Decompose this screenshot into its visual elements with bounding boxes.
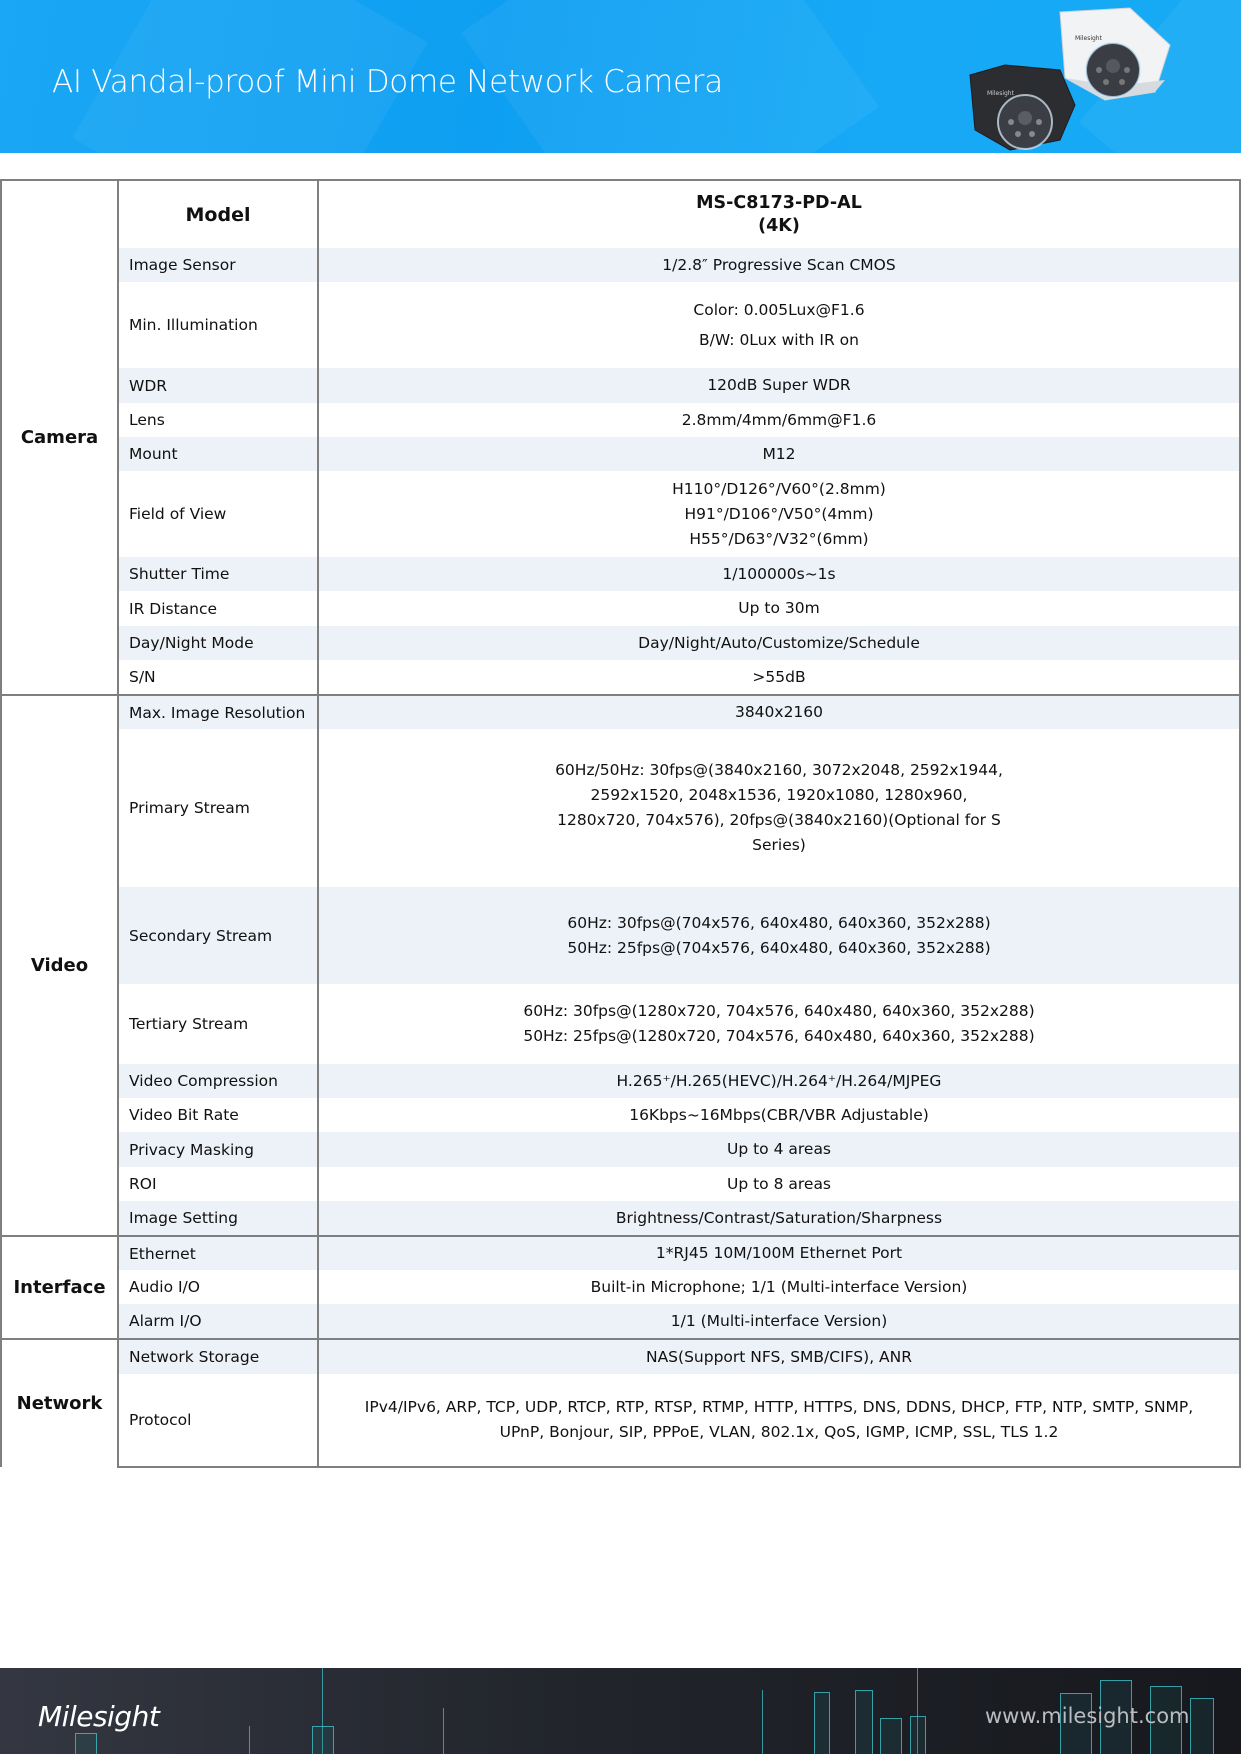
spec-row — [1, 1167, 1240, 1201]
spec-label: Image Sensor — [118, 248, 318, 282]
spec-row — [1, 626, 1240, 660]
spec-value-line: 1280x720, 704x576), 20fps@(3840x2160)(Optional for S — [557, 811, 1001, 829]
spec-label: S/N — [118, 660, 318, 695]
skyline-building — [880, 1718, 902, 1754]
spec-value-line: Built-in Microphone; 1/1 (Multi-interface Version) — [590, 1277, 968, 1296]
category-cell — [1, 1339, 118, 1467]
spec-label: Audio I/O — [118, 1270, 318, 1304]
spec-label: IR Distance — [118, 591, 318, 626]
spec-value-line: 16Kbps~16Mbps(CBR/VBR Adjustable) — [629, 1105, 929, 1124]
page-title: AI Vandal-proof Mini Dome Network Camera — [52, 64, 723, 100]
spec-value — [318, 729, 1240, 887]
skyline-line — [762, 1690, 763, 1754]
spec-value-line: 1/100000s~1s — [722, 564, 836, 583]
spec-value — [318, 626, 1240, 660]
model-label: Model — [118, 180, 318, 248]
spec-table-body — [1, 180, 1240, 1467]
camera-product-image — [965, 0, 1180, 153]
spec-label: Network Storage — [118, 1339, 318, 1374]
header-banner — [0, 0, 1241, 153]
spec-value — [318, 368, 1240, 403]
spec-row — [1, 437, 1240, 471]
spec-value-line: >55dB — [752, 667, 806, 686]
svg-text:Milesight: Milesight — [987, 90, 1014, 97]
spec-value-line: UPnP, Bonjour, SIP, PPPoE, VLAN, 802.1x, QoS, IGMP, ICMP, SSL, TLS 1.2 — [499, 1423, 1059, 1441]
spec-label: Ethernet — [118, 1236, 318, 1270]
spec-value-line: H55°/D63°/V32°(6mm) — [689, 529, 869, 548]
category-cell — [1, 695, 118, 1236]
spec-label: Lens — [118, 403, 318, 437]
spec-value-line: 3840x2160 — [734, 703, 824, 721]
spec-value-line: Brightness/Contrast/Saturation/Sharpness — [615, 1208, 943, 1227]
spec-label: Mount — [118, 437, 318, 471]
spec-value-line: Day/Night/Auto/Customize/Schedule — [638, 633, 920, 652]
spec-value — [318, 437, 1240, 471]
category-label: Interface — [13, 1277, 106, 1298]
spec-value — [318, 557, 1240, 591]
svg-text:Milesight: Milesight — [1075, 35, 1102, 42]
spec-row — [1, 557, 1240, 591]
spec-value-line: 1/1 (Multi-interface Version) — [670, 1311, 888, 1330]
spec-value-line: 120dB Super WDR — [707, 376, 851, 394]
spec-label: Image Setting — [118, 1201, 318, 1236]
spec-value-line: 1*RJ45 10M/100M Ethernet Port — [655, 1244, 903, 1262]
spec-label: Day/Night Mode — [118, 626, 318, 660]
spec-row — [1, 887, 1240, 984]
spec-value — [318, 1236, 1240, 1270]
spec-row — [1, 591, 1240, 626]
spec-label: Secondary Stream — [118, 887, 318, 984]
spec-label: WDR — [118, 368, 318, 403]
spec-value-line: H91°/D106°/V50°(4mm) — [684, 504, 874, 523]
spec-row — [1, 660, 1240, 695]
spec-row — [1, 1201, 1240, 1236]
spec-label: Shutter Time — [118, 557, 318, 591]
category-cell — [1, 180, 118, 695]
spec-value-line: B/W: 0Lux with IR on — [699, 331, 859, 349]
skyline-building — [1190, 1698, 1214, 1754]
spec-row — [1, 1374, 1240, 1467]
skyline-line — [443, 1708, 444, 1754]
spec-value-line: Series) — [752, 836, 806, 854]
footer-banner — [0, 1668, 1241, 1754]
spec-value — [318, 1270, 1240, 1304]
spec-label: Min. Illumination — [118, 282, 318, 368]
spec-value-line: Up to 4 areas — [726, 1140, 832, 1158]
spec-value-line: Up to 8 areas — [726, 1174, 832, 1193]
spec-label: Protocol — [118, 1374, 318, 1467]
spec-row — [1, 403, 1240, 437]
spec-value-line: 1/2.8″ Progressive Scan CMOS — [662, 255, 896, 274]
spec-value-line: IPv4/IPv6, ARP, TCP, UDP, RTCP, RTP, RTSP, RTMP, HTTP, HTTPS, DNS, DDNS, DHCP, FTP, NTP, SMTP, SNMP, — [364, 1398, 1194, 1416]
skyline-building — [855, 1690, 873, 1754]
milesight-logo: Milesight — [38, 1700, 160, 1733]
spec-value — [318, 1167, 1240, 1201]
skyline-line — [249, 1726, 250, 1754]
skyline-building — [75, 1733, 97, 1754]
spec-label: ROI — [118, 1167, 318, 1201]
white-camera-icon — [1060, 8, 1170, 100]
spec-label: Tertiary Stream — [118, 984, 318, 1064]
spec-value — [318, 660, 1240, 695]
spec-value-line: H.265⁺/H.265(HEVC)/H.264⁺/H.264/MJPEG — [616, 1071, 942, 1090]
spec-table — [0, 179, 1241, 1468]
spec-row — [1, 1132, 1240, 1167]
category-label: Video — [30, 955, 89, 976]
spec-value-line: NAS(Support NFS, SMB/CIFS), ANR — [645, 1347, 913, 1366]
spec-row — [1, 1270, 1240, 1304]
spec-value-line: H110°/D126°/V60°(2.8mm) — [672, 479, 886, 498]
spec-label: Field of View — [118, 471, 318, 557]
spec-value-line: Up to 30m — [738, 599, 820, 617]
spec-value — [318, 1064, 1240, 1098]
spec-value — [318, 1339, 1240, 1374]
spec-value — [318, 984, 1240, 1064]
spec-value-line: 60Hz: 30fps@(704x576, 640x480, 640x360, 352x288) — [567, 913, 991, 932]
spec-row — [1, 471, 1240, 557]
spec-value — [318, 282, 1240, 368]
spec-value — [318, 887, 1240, 984]
spec-value — [318, 248, 1240, 282]
spec-label: Max. Image Resolution — [118, 695, 318, 729]
category-label: Camera — [20, 427, 99, 448]
spec-value-line: M12 — [762, 444, 796, 463]
spec-row — [1, 984, 1240, 1064]
spec-value — [318, 1304, 1240, 1339]
model-variant: (4K) — [758, 215, 800, 236]
skyline-building — [814, 1692, 830, 1754]
spec-row — [1, 1064, 1240, 1098]
category-cell — [1, 1236, 118, 1339]
skyline-building — [910, 1716, 926, 1754]
spec-label: Primary Stream — [118, 729, 318, 887]
spec-value-line: 50Hz: 25fps@(704x576, 640x480, 640x360, 352x288) — [567, 938, 991, 957]
model-row — [1, 180, 1240, 248]
website-link[interactable]: www.milesight.com — [985, 1704, 1190, 1728]
spec-row — [1, 248, 1240, 282]
spec-row — [1, 282, 1240, 368]
skyline-building — [312, 1726, 334, 1754]
spec-value — [318, 695, 1240, 729]
spec-row — [1, 729, 1240, 887]
spec-value — [318, 1098, 1240, 1132]
spec-value-line: 2592x1520, 2048x1536, 1920x1080, 1280x960, — [590, 786, 968, 804]
spec-value — [318, 1201, 1240, 1236]
spec-value — [318, 591, 1240, 626]
spec-value-line: 50Hz: 25fps@(1280x720, 704x576, 640x480, 640x360, 352x288) — [523, 1027, 1035, 1045]
spec-value — [318, 1132, 1240, 1167]
spec-label: Video Bit Rate — [118, 1098, 318, 1132]
spec-value-line: 60Hz: 30fps@(1280x720, 704x576, 640x480, 640x360, 352x288) — [523, 1002, 1035, 1020]
spec-value — [318, 403, 1240, 437]
spec-value-line: Color: 0.005Lux@F1.6 — [693, 301, 865, 319]
model-value-cell — [318, 180, 1240, 248]
spec-row — [1, 1304, 1240, 1339]
spec-value — [318, 471, 1240, 557]
black-camera-icon — [970, 65, 1075, 150]
spec-label: Alarm I/O — [118, 1304, 318, 1339]
spec-row — [1, 368, 1240, 403]
model-name: MS-C8173-PD-AL — [696, 192, 862, 213]
spec-row — [1, 695, 1240, 729]
spec-row — [1, 1098, 1240, 1132]
spec-value — [318, 1374, 1240, 1467]
spec-value-line: 2.8mm/4mm/6mm@F1.6 — [681, 410, 877, 429]
spec-label: Privacy Masking — [118, 1132, 318, 1167]
spec-row — [1, 1339, 1240, 1374]
category-label: Network — [16, 1393, 103, 1414]
spec-value-line: 60Hz/50Hz: 30fps@(3840x2160, 3072x2048, 2592x1944, — [555, 761, 1003, 779]
spec-label: Video Compression — [118, 1064, 318, 1098]
spec-row — [1, 1236, 1240, 1270]
